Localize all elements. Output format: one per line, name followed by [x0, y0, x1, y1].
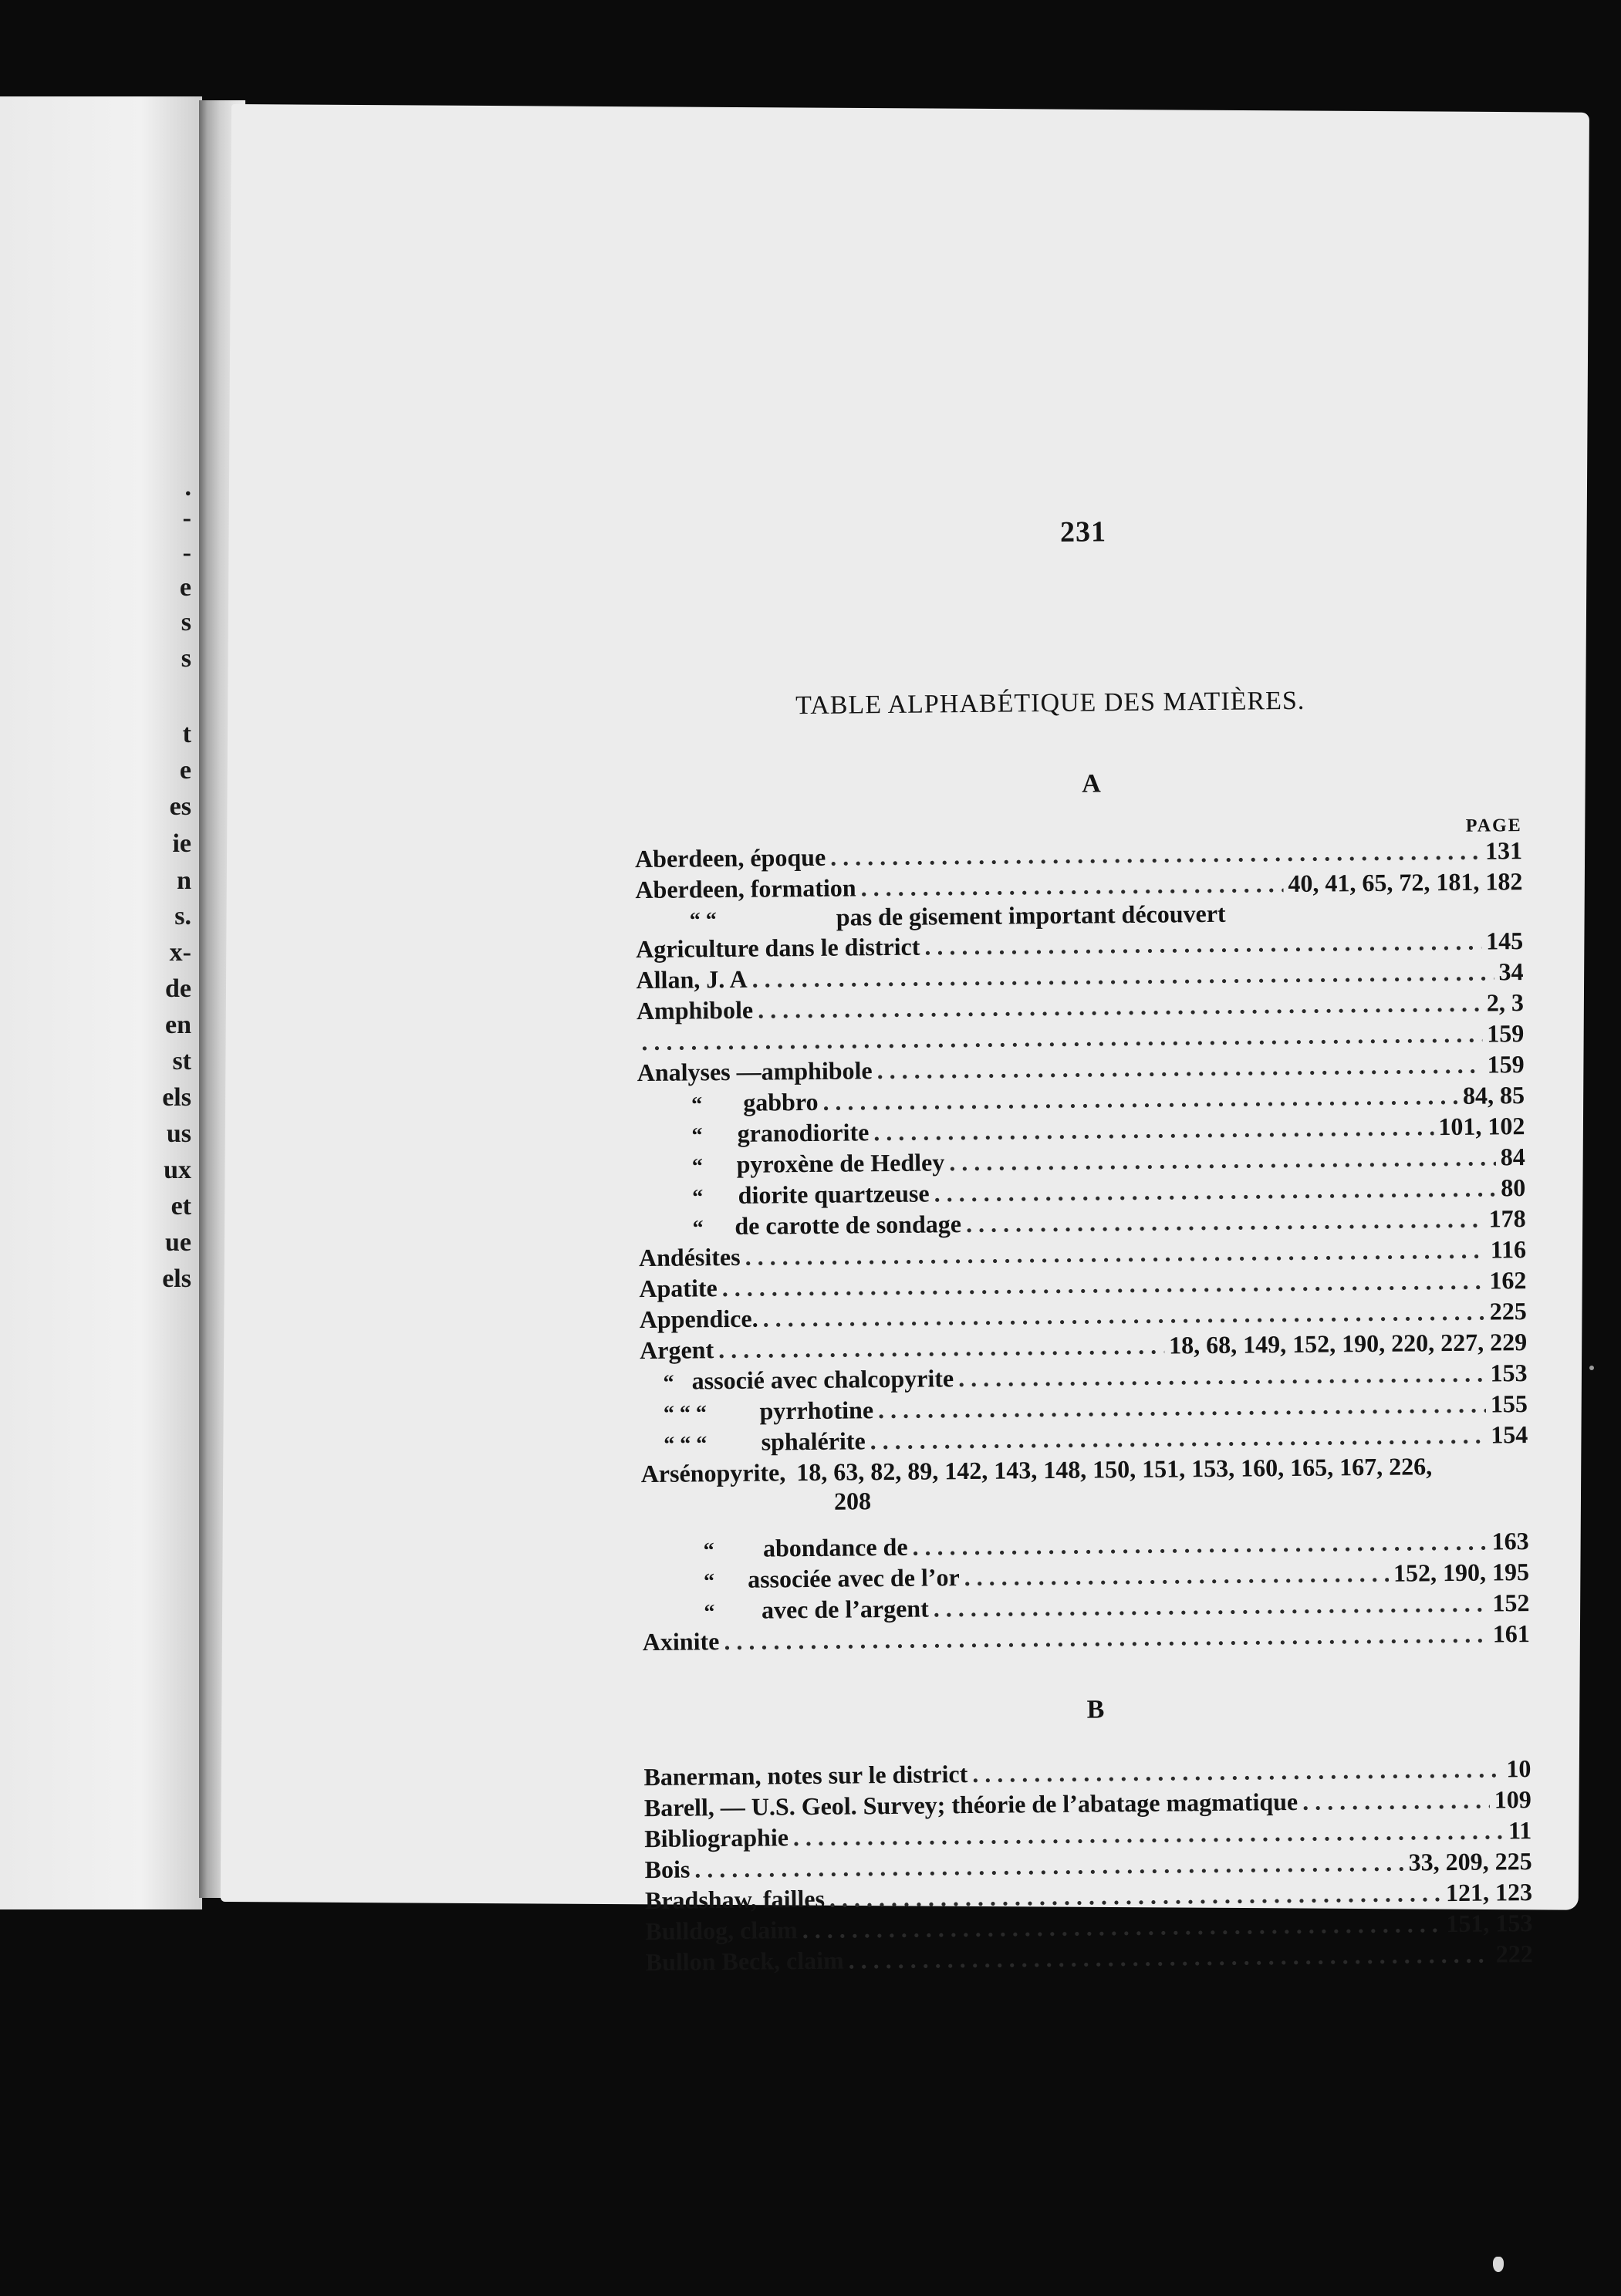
- ditto-marks: “: [692, 1185, 704, 1210]
- entry-pages: 10: [1506, 1754, 1532, 1783]
- section-letter-a: A: [1081, 769, 1101, 799]
- ditto-marks: “: [691, 1123, 703, 1148]
- dot-leader: [873, 1111, 1434, 1147]
- dot-leader: [958, 1358, 1486, 1394]
- page-column-header: PAGE: [1465, 815, 1522, 836]
- entry-pages: 155: [1490, 1389, 1528, 1418]
- index-title: TABLE ALPHABÉTIQUE DES MATIÈRES.: [795, 686, 1305, 721]
- entry-pages: 33, 209, 225: [1408, 1847, 1532, 1876]
- entry-label: Aberdeen, formation: [635, 873, 856, 904]
- entry-pages: 11: [1508, 1816, 1532, 1845]
- entry-label: diorite quartzeuse: [738, 1179, 930, 1209]
- previous-page-fragment: et: [171, 1192, 191, 1221]
- dot-leader: [718, 1330, 1164, 1366]
- entry-pages: 145: [1485, 927, 1524, 955]
- entry-label: Argent: [640, 1335, 714, 1365]
- ditto-marks: “: [703, 1569, 715, 1594]
- dot-leader: [964, 1558, 1389, 1592]
- previous-page-fragment: st: [172, 1047, 191, 1075]
- entry-page-continuation: 208: [833, 1487, 872, 1515]
- index-page: [221, 104, 1589, 1977]
- dot-leader: [848, 1939, 1491, 1976]
- previous-page-fragment: -: [182, 539, 191, 567]
- entry-label: Barell, — U.S. Geol. Survey; théorie de l’abatage magmatique: [643, 1787, 1298, 1822]
- dust-speck: [1589, 1366, 1594, 1370]
- previous-page-fragment: n: [177, 866, 191, 895]
- entry-pages: 101, 102: [1438, 1112, 1525, 1141]
- entry-pages: 80: [1501, 1173, 1526, 1202]
- dot-leader: [949, 1141, 1496, 1177]
- entry-pages: 163: [1491, 1527, 1529, 1555]
- entry-label: Bradshaw, failles: [644, 1884, 826, 1915]
- entry-pages: 116: [1490, 1235, 1527, 1264]
- entry-pages: 2, 3: [1486, 988, 1525, 1017]
- entry-label: Apatite: [639, 1274, 718, 1303]
- entry-label: associé avec chalcopyrite: [691, 1364, 954, 1395]
- dot-leader: [724, 1619, 1488, 1657]
- entry-label: Axinite: [642, 1627, 720, 1656]
- previous-page-fragment: -: [182, 504, 191, 532]
- previous-page-fragment: x-: [169, 938, 191, 967]
- entry-label: pyroxène de Hedley: [736, 1148, 945, 1178]
- previous-page-fragment: s: [181, 608, 191, 636]
- ditto-marks: “: [691, 1154, 704, 1179]
- previous-page-fragment: s: [181, 644, 191, 673]
- entry-pages: 18, 68, 149, 152, 190, 220, 227, 229: [1168, 1328, 1528, 1359]
- entry-pages: 84: [1500, 1143, 1525, 1171]
- previous-page-edge: [0, 96, 202, 1909]
- dot-leader: [934, 1588, 1488, 1624]
- entry-pages: 84, 85: [1462, 1081, 1525, 1109]
- dot-leader: [1302, 1784, 1490, 1817]
- entry-label: abondance de: [762, 1532, 908, 1562]
- ditto-marks: “ “ “: [664, 1432, 707, 1457]
- entry-pages: 121, 123: [1445, 1878, 1533, 1907]
- previous-page-fragment: .: [184, 473, 191, 501]
- entry-pages: 18, 63, 82, 89, 142, 143, 148, 150, 151, 153, 160, 165, 167, 226,: [796, 1452, 1433, 1487]
- entry-pages: 109: [1494, 1785, 1532, 1814]
- ditto-marks: “: [691, 1092, 703, 1117]
- entry-label: Allan, J. A: [636, 964, 748, 994]
- blank-space: [1226, 919, 1523, 922]
- previous-page-fragment: ux: [164, 1156, 191, 1184]
- entry-label: Analyses —amphibole: [637, 1056, 873, 1087]
- entry-label: Bois: [644, 1855, 691, 1884]
- entry-pages: 222: [1495, 1940, 1533, 1968]
- entry-pages: 152, 190, 195: [1393, 1558, 1530, 1587]
- previous-page-fragment: e: [179, 573, 191, 602]
- scan-artifact: [1493, 2257, 1504, 2272]
- entry-label: Bullon Beck, claim: [645, 1946, 844, 1977]
- entry-label: de carotte de sondage: [735, 1210, 962, 1240]
- entry-pages: 178: [1488, 1204, 1526, 1233]
- entry-label: Andésites: [638, 1242, 741, 1272]
- entry-label: pyrrhotine: [759, 1396, 874, 1425]
- previous-page-fragment: us: [166, 1119, 191, 1148]
- entry-pages: 161: [1492, 1619, 1530, 1648]
- previous-page-fragment: de: [165, 974, 191, 1003]
- entry-pages: 131: [1484, 836, 1523, 865]
- previous-page-fragment: els: [162, 1083, 191, 1112]
- previous-page-fragment: e: [179, 756, 191, 785]
- entry-label: Appendice.: [639, 1304, 758, 1334]
- entry-pages: 162: [1489, 1266, 1527, 1295]
- previous-page-fragment: en: [165, 1011, 191, 1039]
- previous-page-fragment: s.: [174, 902, 191, 930]
- entry-pages: 40, 41, 65, 72, 181, 182: [1288, 867, 1523, 898]
- previous-page-fragment: ue: [165, 1228, 191, 1257]
- entry-label: Aberdeen, époque: [634, 842, 826, 873]
- entry-label: Agriculture dans le district: [636, 932, 920, 964]
- entry-pages: 34: [1498, 957, 1524, 986]
- dot-leader: [924, 926, 1481, 962]
- ditto-marks: “: [703, 1538, 714, 1563]
- ditto-marks: “ “ “: [663, 1401, 707, 1426]
- entry-label: pas de gisement important découvert: [836, 899, 1226, 931]
- section-letter-b: B: [1086, 1695, 1105, 1724]
- entry-label: gabbro: [743, 1087, 819, 1116]
- entry-label: Bulldog, claim: [645, 1916, 798, 1946]
- previous-page-fragment: t: [182, 720, 191, 748]
- dot-leader: [966, 1204, 1484, 1239]
- previous-page-fragment: es: [169, 792, 191, 821]
- page-number: 231: [1059, 515, 1107, 549]
- dot-leader: [972, 1753, 1502, 1789]
- entry-label: sphalérite: [761, 1427, 866, 1456]
- index-content: [631, 407, 1533, 1977]
- previous-page-fragment: els: [162, 1264, 191, 1293]
- entry-label: Banerman, notes sur le district: [643, 1760, 968, 1791]
- entry-label: Bibliographie: [644, 1823, 789, 1853]
- entry-pages: 159: [1487, 1050, 1525, 1079]
- entry-pages: 225: [1489, 1297, 1527, 1325]
- entry-pages: 154: [1491, 1420, 1528, 1449]
- entry-label: granodiorite: [737, 1118, 870, 1147]
- previous-page-fragment: ie: [172, 829, 191, 858]
- entry-pages: 152: [1492, 1589, 1530, 1617]
- entry-label: Amphibole: [636, 995, 754, 1025]
- ditto-marks: “: [704, 1600, 715, 1625]
- ditto-marks: “: [692, 1216, 704, 1241]
- entry-label: avec de l’argent: [761, 1594, 929, 1624]
- entry-pages: 159: [1487, 1019, 1525, 1048]
- ditto-marks: “: [663, 1370, 674, 1395]
- entry-pages: 153: [1490, 1359, 1528, 1387]
- entry-pages: 151, 153: [1446, 1909, 1533, 1938]
- entry-label: associée avec de l’or: [747, 1563, 960, 1593]
- entry-label: Arsénopyrite,: [640, 1458, 786, 1488]
- ditto-marks: “ “: [689, 908, 717, 933]
- dot-leader: [934, 1172, 1496, 1208]
